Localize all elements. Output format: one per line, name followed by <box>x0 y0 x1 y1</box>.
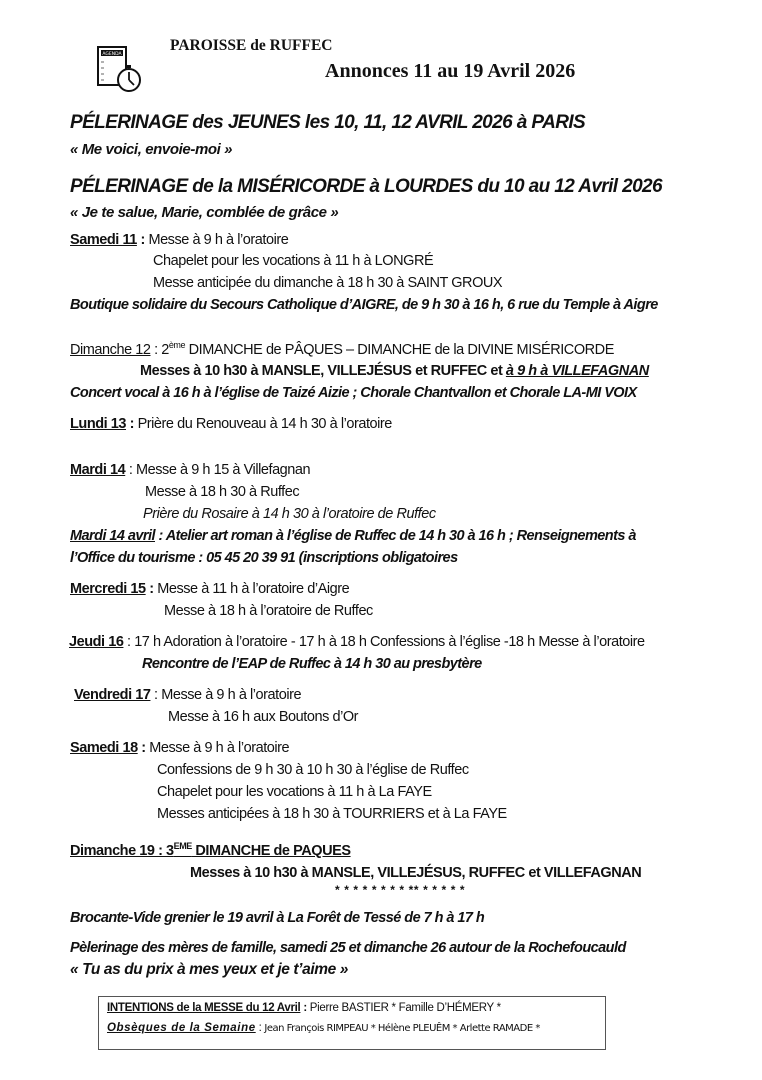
mardi-14-line-1: Mardi 14 : Messe à 9 h 15 à Villefagnan <box>70 462 311 478</box>
day-label: Mardi 14 <box>70 462 126 478</box>
samedi-11-line-2: Chapelet pour les vocations à 11 h à LONGRÉ <box>153 253 434 269</box>
samedi-11-line-3: Messe anticipée du dimanche à 18 h 30 à SAINT GROUX <box>153 275 503 291</box>
day-label: Dimanche 12 <box>70 342 151 358</box>
mercredi-15-line-1: Mercredi 15 : Messe à 11 h à l’oratoire d’Aigre <box>70 581 350 597</box>
separator-stars: * * * * * * * * ** * * * * * <box>335 883 466 897</box>
day-label: Samedi 18 <box>70 740 138 756</box>
samedi-11-note: Boutique solidaire du Secours Catholique d’AIGRE, de 9 h 30 à 16 h, 6 rue du Temple à Aigre <box>70 297 658 313</box>
samedi-18-line-2: Confessions de 9 h 30 à 10 h 30 à l’église de Ruffec <box>157 762 469 778</box>
pilgrimage-lourdes-title: PÉLERINAGE de la MISÉRICORDE à LOURDES du 10 au 12 Avril 2026 <box>70 176 662 197</box>
mardi-14-prayer: Prière du Rosaire à 14 h 30 à l’oratoire de Ruffec <box>143 506 436 522</box>
mercredi-15-line-2: Messe à 18 h à l’oratoire de Ruffec <box>164 603 373 619</box>
intentions-box <box>98 996 606 1050</box>
day-label: Jeudi 16 <box>69 634 124 650</box>
jeudi-16-note: Rencontre de l’EAP de Ruffec à 14 h 30 au presbytère <box>142 656 482 672</box>
brocante-announcement: Brocante-Vide grenier le 19 avril à La Forêt de Tessé de 7 h à 17 h <box>70 910 485 926</box>
parish-name: PAROISSE de RUFFEC <box>170 37 333 54</box>
agenda-clock-icon <box>95 44 145 94</box>
samedi-11-line-1: Samedi 11 : Messe à 9 h à l’oratoire <box>70 232 289 248</box>
jeudi-16-line-1: Jeudi 16 : 17 h Adoration à l’oratoire - 17 h à 18 h Confessions à l’église -18 h Messe à l’oratoire <box>69 634 645 650</box>
samedi-18-line-3: Chapelet pour les vocations à 11 h à La FAYE <box>157 784 432 800</box>
vendredi-17-line-2: Messe à 16 h aux Boutons d’Or <box>168 709 359 725</box>
intentions-line: INTENTIONS de la MESSE du 12 Avril : Pierre BASTIER * Famille D’HÉMERY * <box>107 1002 501 1014</box>
vendredi-17-line-1: Vendredi 17 : Messe à 9 h à l’oratoire <box>74 687 302 703</box>
pilgrimage-lourdes-quote: « Je te salue, Marie, comblée de grâce » <box>70 204 339 221</box>
mardi-14-line-2: Messe à 18 h 30 à Ruffec <box>145 484 300 500</box>
day-label: Mercredi 15 <box>70 581 146 597</box>
mardi-14-atelier-line-2: l’Office du tourisme : 05 45 20 39 91 (inscriptions obligatoires <box>70 550 458 566</box>
dimanche-19-title: Dimanche 19 : 3EME DIMANCHE de PAQUES <box>70 841 351 859</box>
day-label: Samedi 11 <box>70 232 137 248</box>
samedi-18-line-4: Messes anticipées à 18 h 30 à TOURRIERS et à La FAYE <box>157 806 507 822</box>
day-label: Vendredi 17 <box>74 687 151 703</box>
dimanche-12-note: Concert vocal à 16 h à l’église de Taizé Aizie ; Chorale Chantvallon et Chorale LA-MI VOIX <box>70 385 637 401</box>
svg-text:AGENDA: AGENDA <box>102 52 122 57</box>
day-label: Dimanche 19 : 3 <box>70 843 174 859</box>
mothers-pilgrimage-quote: « Tu as du prix à mes yeux et je t’aime » <box>70 961 348 978</box>
dimanche-12-title: Dimanche 12 : 2ème DIMANCHE de PÂQUES – DIMANCHE de la DIVINE MISÉRICORDE <box>70 340 614 358</box>
lundi-13-line: Lundi 13 : Prière du Renouveau à 14 h 30 à l’oratoire <box>70 416 392 432</box>
dimanche-12-masses: Messes à 10 h30 à MANSLE, VILLEJÉSUS et RUFFEC et à 9 h à VILLEFAGNAN <box>140 363 649 379</box>
day-label: Lundi 13 <box>70 416 127 432</box>
obseques-line: Obsèques de la Semaine : Jean François RIMPEAU * Hélène PLEUÊM * Arlette RAMADE * <box>107 1022 540 1034</box>
samedi-18-line-1: Samedi 18 : Messe à 9 h à l’oratoire <box>70 740 290 756</box>
pilgrimage-youth-quote: « Me voici, envoie-moi » <box>70 141 233 158</box>
mardi-14-atelier-line-1: Mardi 14 avril : Atelier art roman à l’église de Ruffec de 14 h 30 à 16 h ; Renseignements à <box>70 528 636 544</box>
pilgrimage-youth-title: PÉLERINAGE des JEUNES les 10, 11, 12 AVRIL 2026 à PARIS <box>70 112 586 133</box>
dimanche-19-masses: Messes à 10 h30 à MANSLE, VILLEJÉSUS, RUFFEC et VILLEFAGNAN <box>190 865 642 881</box>
mothers-pilgrimage: Pèlerinage des mères de famille, samedi 25 et dimanche 26 autour de la Rochefoucauld <box>70 940 626 956</box>
page-title: Annonces 11 au 19 Avril 2026 <box>325 60 576 82</box>
